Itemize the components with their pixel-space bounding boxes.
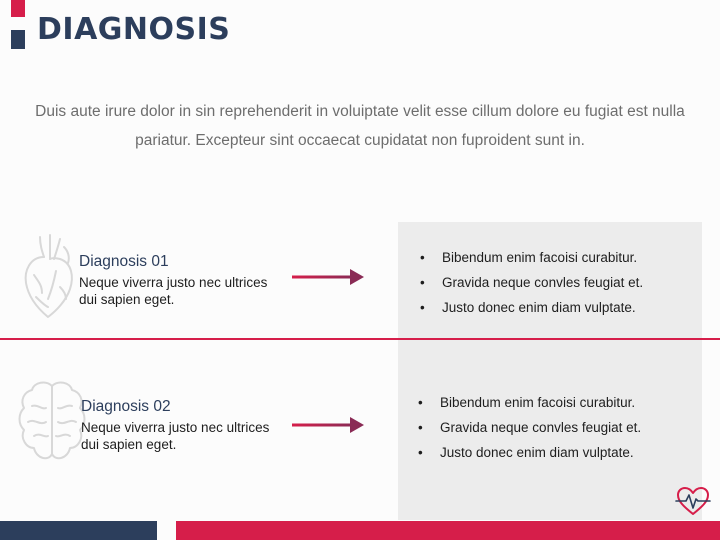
- diagnosis-01-title: Diagnosis 01: [79, 253, 169, 270]
- diagnosis-02-description: Neque viverra justo nec ultrices dui sapien eget.: [81, 420, 270, 452]
- brain-icon: [16, 378, 88, 470]
- list-item: • Bibendum enim facoisi curabitur.: [420, 245, 643, 270]
- list-item: • Bibendum enim facoisi curabitur.: [418, 390, 641, 415]
- diagnosis-02-title: Diagnosis 02: [81, 398, 171, 415]
- list-item: • Justo donec enim diam vulptate.: [420, 295, 643, 320]
- list-item: • Gravida neque convles feugiat et.: [418, 415, 641, 440]
- heart-pulse-icon: [675, 486, 711, 518]
- list-item: • Justo donec enim diam vulptate.: [418, 440, 641, 465]
- footer-bar-navy: [0, 521, 157, 540]
- diagnosis-01-bullet-list: [420, 245, 643, 320]
- footer-bar-red: [176, 521, 720, 540]
- intro-paragraph: Duis aute irure dolor in sin reprehenderit in voluiptate velit esse cillum dolore eu fugiat est nulla pariatur. Excepteur sint occaecat cupidatat non fuproident sunt in.: [35, 103, 685, 149]
- page-title: DIAGNOSIS: [37, 12, 231, 47]
- title-accent-red: [11, 0, 25, 17]
- diagnosis-01-description: Neque viverra justo nec ultrices dui sapien eget.: [79, 275, 268, 307]
- title-accent-navy: [11, 30, 25, 49]
- section-divider: [0, 338, 720, 340]
- diagnosis-02-bullet-list: [418, 390, 641, 465]
- arrow-right-icon: [292, 415, 366, 435]
- heart-anatomy-icon: [20, 231, 76, 323]
- arrow-right-icon: [292, 267, 366, 287]
- list-item: • Gravida neque convles feugiat et.: [420, 270, 643, 295]
